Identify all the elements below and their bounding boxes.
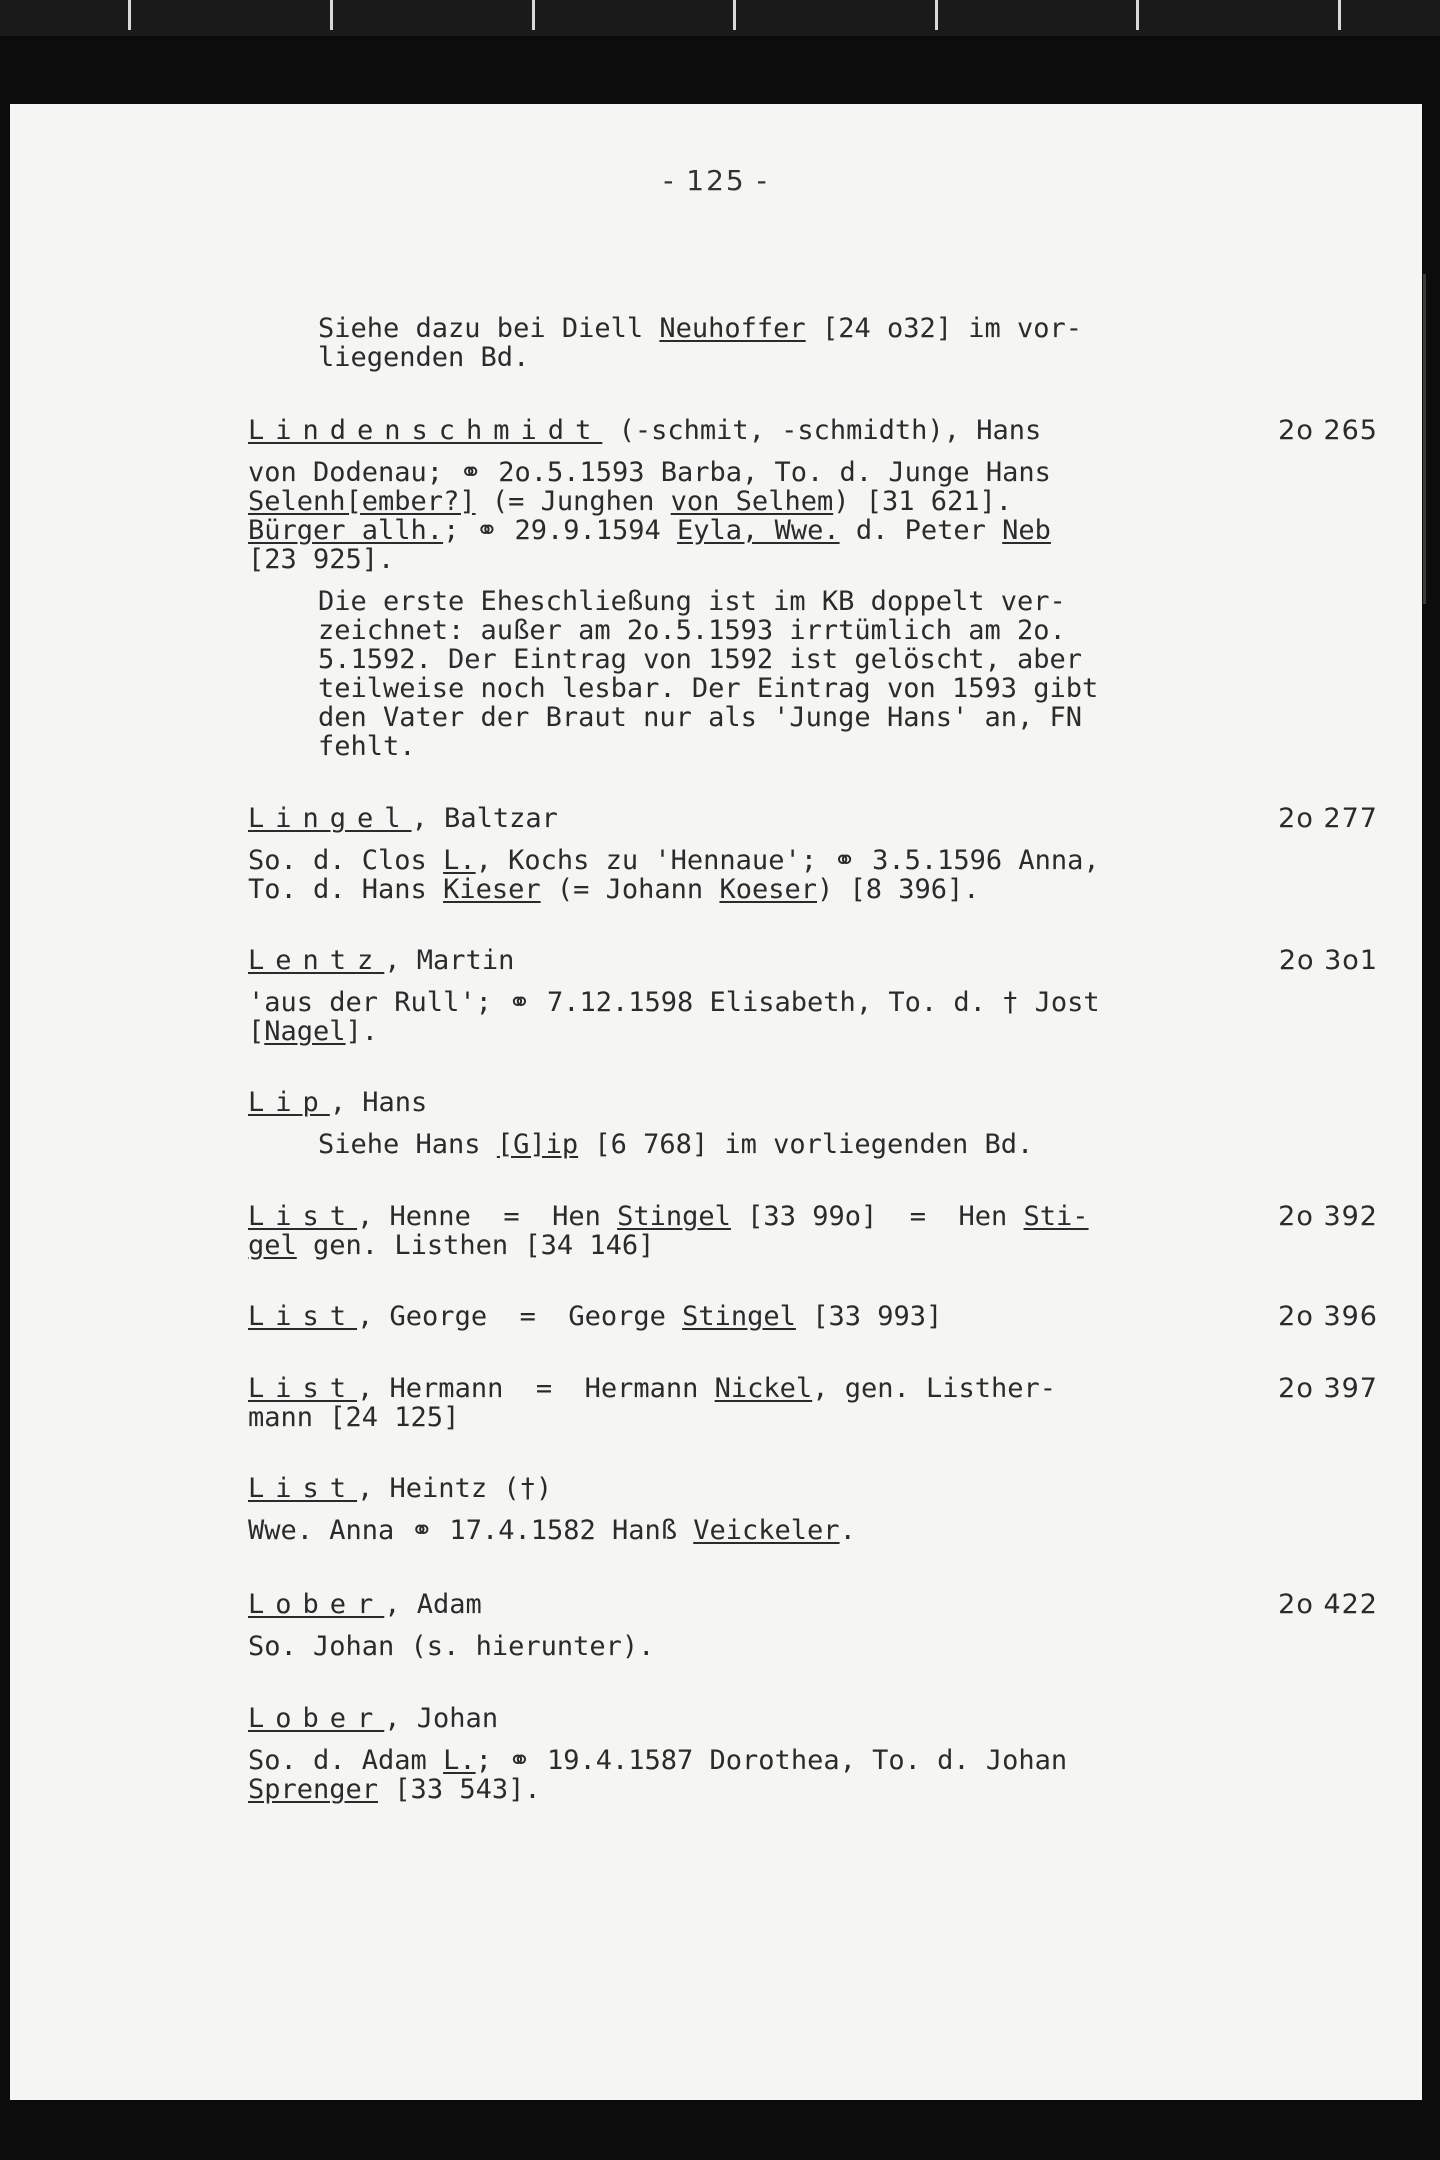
entry-lober-adam (248, 1590, 1378, 1661)
given-name: , Hans (329, 1087, 428, 1118)
entry-line: Selenh[ember?] (= Junghen von Selhem) [31 621]. (248, 486, 1013, 517)
intro-line: liegenden Bd. (318, 342, 530, 373)
entry-heading: List, Henne = Hen Stingel [33 99o] = Hen Sti- 2o 392 (248, 1201, 1378, 1232)
entry-line: 'aus der Rull'; ⚭ 7.12.1598 Elisabeth, To. d. † Jost (248, 987, 1100, 1018)
surname: Lingel (248, 803, 412, 834)
entry-list-hermann (248, 1374, 1378, 1432)
margin-mark (1423, 274, 1426, 604)
entry-line: von Dodenau; ⚭ 2o.5.1593 Barba, To. d. Junge Hans (248, 457, 1051, 488)
entry-heading (248, 1088, 1378, 1117)
entry-number: 2o 392 (1278, 1201, 1378, 1232)
entry-heading (248, 804, 1378, 833)
page-number: - 125 - (663, 164, 769, 197)
note-line: Siehe Hans [G]ip [6 768] im vorliegenden Bd. (318, 1129, 1034, 1160)
entry-number: 2o 396 (1278, 1301, 1378, 1332)
entry-number: 2o 3o1 (1278, 945, 1378, 976)
note-line: fehlt. (318, 731, 416, 762)
entry-heading: List, George = George Stingel [33 993] 2o 396 (248, 1301, 1378, 1332)
entry-list-george (248, 1302, 1378, 1331)
entry-lip (248, 1088, 1378, 1159)
entry-number: 2o 422 (1278, 1589, 1378, 1620)
surname: List (248, 1373, 358, 1404)
note-line: Die erste Eheschließung ist im KB doppelt ver- (318, 586, 1066, 617)
entry-lober-johan (248, 1704, 1378, 1804)
given-name: (-schmit, -schmidth), Hans (602, 415, 1042, 446)
film-tick (733, 0, 736, 30)
entry-lingel (248, 804, 1378, 904)
given-name: , Heintz (†) (357, 1473, 553, 1504)
entry-line: gel gen. Listhen [34 146] (248, 1230, 655, 1261)
note-line: teilweise noch lesbar. Der Eintrag von 1593 gibt (318, 673, 1099, 704)
entry-line: Bürger allh.; ⚭ 29.9.1594 Eyla, Wwe. d. Peter Neb (248, 515, 1051, 546)
note-line: den Vater der Braut nur als 'Junge Hans' an, FN (318, 702, 1083, 733)
film-tick (1136, 0, 1139, 30)
surname: Lober (248, 1703, 385, 1734)
film-tick (128, 0, 131, 30)
film-tick (532, 0, 535, 30)
entry-heading (248, 416, 1378, 445)
entry-line: To. d. Hans Kieser (= Johann Koeser) [8 396]. (248, 874, 980, 905)
given-name: , Adam (384, 1589, 482, 1620)
entry-heading (248, 946, 1378, 975)
entry-line: [Nagel]. (248, 1016, 379, 1047)
entry-heading (248, 1474, 1378, 1503)
surname: List (248, 1201, 358, 1232)
given-name: , Johan (384, 1703, 499, 1734)
entry-heading (248, 1704, 1378, 1733)
entry-line: Wwe. Anna ⚭ 17.4.1582 Hanß Veickeler. (248, 1515, 856, 1546)
note-line: zeichnet: außer am 2o.5.1593 irrtümlich am 2o. (318, 615, 1066, 646)
entry-line: So. d. Clos L., Kochs zu 'Hennaue'; ⚭ 3.5.1596 Anna, (248, 845, 1100, 876)
film-tick (330, 0, 333, 30)
surname: List (248, 1473, 358, 1504)
intro-line: Siehe dazu bei Diell Neuhoffer [24 o32] im vor- (318, 313, 1083, 344)
entry-number: 2o 265 (1278, 415, 1378, 446)
note-line: 5.1592. Der Eintrag von 1592 ist gelöscht, aber (318, 644, 1083, 675)
entry-line: So. Johan (s. hierunter). (248, 1631, 655, 1662)
entry-heading (248, 1590, 1378, 1619)
entry-line: [23 925]. (248, 544, 395, 575)
intro-note (248, 314, 1378, 372)
entry-line: mann [24 125] (248, 1402, 460, 1433)
given-name: , Baltzar (411, 803, 558, 834)
entry-lindenschmidt (248, 416, 1378, 761)
document-page (10, 104, 1422, 2100)
entry-heading: List, Hermann = Hermann Nickel, gen. Listher- 2o 397 (248, 1373, 1378, 1404)
surname: List (248, 1301, 358, 1332)
entry-lentz (248, 946, 1378, 1046)
entry-line: So. d. Adam L.; ⚭ 19.4.1587 Dorothea, To. d. Johan (248, 1745, 1068, 1776)
given-name: , Martin (384, 945, 515, 976)
entry-list-henne (248, 1202, 1378, 1260)
entry-line: Sprenger [33 543]. (248, 1774, 541, 1805)
film-strip (0, 0, 1440, 36)
surname: Lober (248, 1589, 385, 1620)
entry-list-heintz (248, 1474, 1378, 1545)
surname: Lip (248, 1087, 330, 1118)
entry-number: 2o 397 (1278, 1373, 1378, 1404)
film-tick (1338, 0, 1341, 30)
film-tick (935, 0, 938, 30)
surname: Lentz (248, 945, 385, 976)
entry-number: 2o 277 (1278, 803, 1378, 834)
surname: Lindenschmidt (248, 415, 603, 446)
